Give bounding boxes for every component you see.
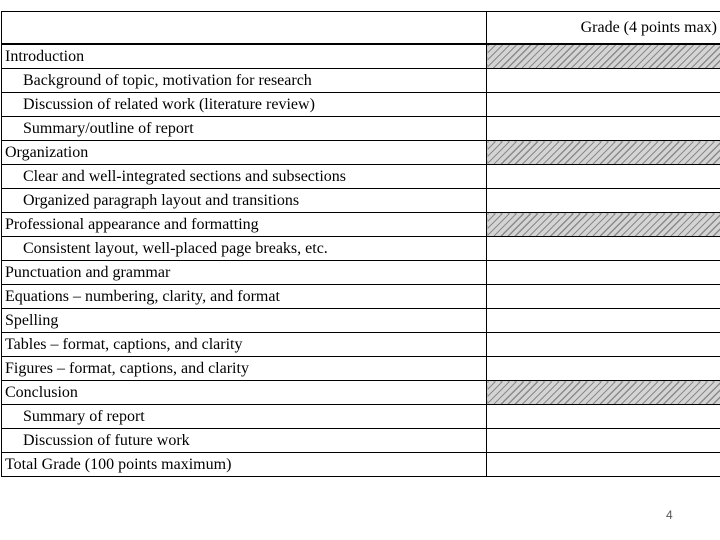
grade-header-cell: Grade (4 points max) — [487, 12, 720, 45]
grade-entry-cell[interactable] — [487, 333, 720, 357]
criterion-item-label: Summary/outline of report — [2, 117, 487, 141]
table-row — [2, 213, 720, 237]
table-row — [2, 44, 720, 69]
criterion-section-label: Organization — [2, 141, 487, 165]
grade-entry-cell[interactable] — [487, 237, 720, 261]
grade-entry-cell[interactable] — [487, 357, 720, 381]
table-row — [2, 141, 720, 165]
grading-rubric-table — [1, 11, 720, 477]
table-row — [2, 165, 720, 189]
table-row — [2, 309, 720, 333]
criterion-section-label: Conclusion — [2, 381, 487, 405]
criterion-item-label: Summary of report — [2, 405, 487, 429]
table-row — [2, 117, 720, 141]
criterion-section-label: Figures – format, captions, and clarity — [2, 357, 487, 381]
criteria-header-cell — [2, 12, 487, 45]
grade-entry-cell[interactable] — [487, 309, 720, 333]
criterion-section-label: Equations – numbering, clarity, and format — [2, 285, 487, 309]
shaded-grade-cell — [487, 213, 720, 237]
table-row — [2, 237, 720, 261]
criterion-section-label: Tables – format, captions, and clarity — [2, 333, 487, 357]
grade-entry-cell[interactable] — [487, 189, 720, 213]
shaded-grade-cell — [487, 44, 720, 69]
criterion-section-label: Total Grade (100 points maximum) — [2, 453, 487, 477]
table-row — [2, 189, 720, 213]
grade-entry-cell[interactable] — [487, 93, 720, 117]
grade-entry-cell[interactable] — [487, 405, 720, 429]
criterion-item-label: Consistent layout, well-placed page breaks, etc. — [2, 237, 487, 261]
grade-entry-cell[interactable] — [487, 285, 720, 309]
table-row — [2, 261, 720, 285]
shaded-grade-cell — [487, 381, 720, 405]
criterion-item-label: Clear and well-integrated sections and subsections — [2, 165, 487, 189]
shaded-grade-cell — [487, 141, 720, 165]
grade-entry-cell[interactable] — [487, 453, 720, 477]
criterion-section-label: Introduction — [2, 44, 487, 69]
criterion-item-label: Organized paragraph layout and transitions — [2, 189, 487, 213]
table-row — [2, 69, 720, 93]
grade-entry-cell[interactable] — [487, 165, 720, 189]
criterion-item-label: Background of topic, motivation for research — [2, 69, 487, 93]
table-row — [2, 357, 720, 381]
table-row — [2, 453, 720, 477]
criterion-item-label: Discussion of future work — [2, 429, 487, 453]
criterion-section-label: Spelling — [2, 309, 487, 333]
page-number: 4 — [666, 508, 673, 522]
grade-entry-cell[interactable] — [487, 69, 720, 93]
table-row — [2, 285, 720, 309]
table-header-row — [2, 12, 720, 45]
grade-entry-cell[interactable] — [487, 429, 720, 453]
criterion-item-label: Discussion of related work (literature review) — [2, 93, 487, 117]
table-row — [2, 429, 720, 453]
criterion-section-label: Professional appearance and formatting — [2, 213, 487, 237]
criterion-section-label: Punctuation and grammar — [2, 261, 487, 285]
table-row — [2, 333, 720, 357]
table-row — [2, 381, 720, 405]
grade-entry-cell[interactable] — [487, 117, 720, 141]
table-row — [2, 405, 720, 429]
grade-entry-cell[interactable] — [487, 261, 720, 285]
table-row — [2, 93, 720, 117]
